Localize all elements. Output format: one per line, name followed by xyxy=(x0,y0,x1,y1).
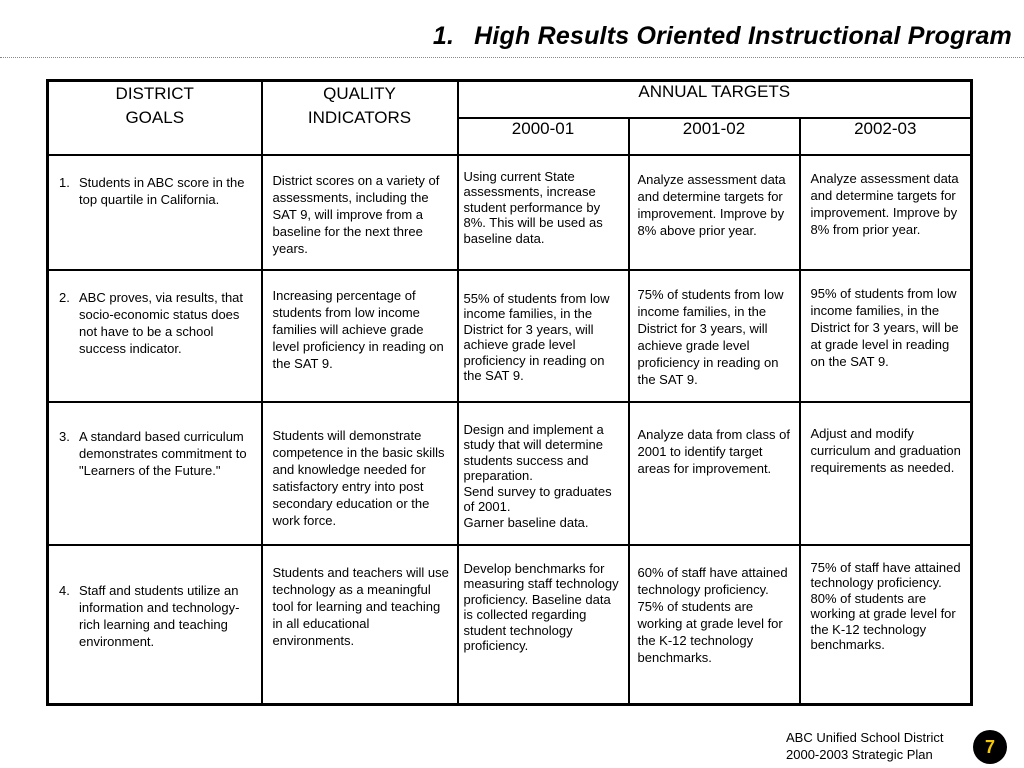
goal-number: 3. xyxy=(59,428,70,444)
title-divider xyxy=(0,57,1024,58)
goal-text: A standard based curriculum demonstrates commitment to "Learners of the Future." xyxy=(79,428,247,478)
table-row xyxy=(48,270,972,402)
goal-cell xyxy=(48,402,262,545)
target-2000-01-cell xyxy=(458,270,629,402)
goal-text: Staff and students utilize an information and technology- rich learning and teaching environment. xyxy=(79,582,240,649)
indicator-cell xyxy=(262,545,458,705)
target-2002-03-cell xyxy=(800,155,972,270)
target-2000-01-text: Using current State assessments, increase student performance by 8%. This will be used as baseline data. xyxy=(463,168,603,246)
indicator-text: Increasing percentage of students from low income families will achieve grade level proficiency in reading on the SAT 9. xyxy=(272,287,444,371)
goal-text: ABC proves, via results, that socio-economic status does not have to be a school success indicator. xyxy=(79,289,244,356)
indicator-cell xyxy=(262,155,458,270)
target-2002-03-cell xyxy=(800,270,972,402)
target-2000-01-cell xyxy=(458,545,629,705)
target-2002-03-text: Adjust and modify curriculum and graduation requirements as needed. xyxy=(810,425,961,475)
target-2001-02-text: 60% of staff have attained technology proficiency. 75% of students are working at grade level for the K-12 technology benchmarks. xyxy=(637,564,788,665)
indicator-cell xyxy=(262,270,458,402)
target-2000-01-text: 55% of students from low income families, in the District for 3 years, will achieve grade level proficiency in reading on the SAT 9. xyxy=(463,290,610,383)
target-2002-03-cell xyxy=(800,402,972,545)
target-2002-03-text: Analyze assessment data and determine targets for improvement. Improve by 8% from prior year. xyxy=(810,170,959,237)
target-2001-02-cell xyxy=(629,155,800,270)
title-number: 1. xyxy=(432,22,455,50)
table-row xyxy=(48,545,972,705)
header-quality-indicators: QUALITY INDICATORS xyxy=(262,81,458,155)
table-row xyxy=(48,402,972,545)
header-year-2000-01: 2000-01 xyxy=(458,118,629,155)
target-2002-03-text: 95% of students from low income families, in the District for 3 years, will be at grade level in reading on the SAT 9. xyxy=(810,285,959,369)
footer-plan: 2000-2003 Strategic Plan xyxy=(786,747,933,762)
slide-title xyxy=(433,22,1012,51)
target-2000-01-text: Develop benchmarks for measuring staff technology proficiency. Baseline data is collected regarding student technology proficiency. xyxy=(463,560,619,653)
table-row xyxy=(48,155,972,270)
strategic-plan-table xyxy=(46,79,973,706)
footer-district: ABC Unified School District xyxy=(786,730,944,745)
title-text: High Results Oriented Instructional Program xyxy=(474,22,1012,50)
goal-number: 4. xyxy=(59,582,70,598)
header-district-goals: DISTRICT GOALS xyxy=(48,81,262,155)
goal-text: Students in ABC score in the top quartile in California. xyxy=(79,174,245,207)
target-2001-02-cell xyxy=(629,270,800,402)
indicator-cell xyxy=(262,402,458,545)
page-number-badge: 7 xyxy=(973,730,1007,764)
target-2001-02-text: Analyze data from class of 2001 to identify target areas for improvement. xyxy=(637,426,790,476)
target-2000-01-text: Design and implement a study that will determine students success and preparation. Send survey to graduates of 2001. Garner baseline data. xyxy=(463,421,612,530)
target-2000-01-cell xyxy=(458,402,629,545)
goal-cell xyxy=(48,155,262,270)
footer xyxy=(786,729,944,763)
target-2002-03-cell xyxy=(800,545,972,705)
indicator-text: Students will demonstrate competence in the basic skills and knowledge needed for satisfactory entry into post secondary education or the work force. xyxy=(272,427,445,528)
goal-cell xyxy=(48,545,262,705)
target-2001-02-cell xyxy=(629,545,800,705)
goal-number: 2. xyxy=(59,289,70,305)
goal-number: 1. xyxy=(59,174,70,190)
header-year-2002-03: 2002-03 xyxy=(800,118,972,155)
target-2001-02-cell xyxy=(629,402,800,545)
target-2002-03-text: 75% of staff have attained technology proficiency. 80% of students are working at grade level for the K-12 technology benchmarks. xyxy=(810,559,961,652)
header-annual-targets: ANNUAL TARGETS xyxy=(458,81,972,118)
target-2000-01-cell xyxy=(458,155,629,270)
goal-cell xyxy=(48,270,262,402)
indicator-text: Students and teachers will use technology as a meaningful tool for learning and teaching in all educational environments. xyxy=(272,564,449,648)
target-2001-02-text: Analyze assessment data and determine targets for improvement. Improve by 8% above prior year. xyxy=(637,171,786,238)
indicator-text: District scores on a variety of assessments, including the SAT 9, will improve from a baseline for the next three years. xyxy=(272,172,440,256)
header-year-2001-02: 2001-02 xyxy=(629,118,800,155)
target-2001-02-text: 75% of students from low income families, in the District for 3 years, will achieve grade level proficiency in reading on the SAT 9. xyxy=(637,286,784,387)
